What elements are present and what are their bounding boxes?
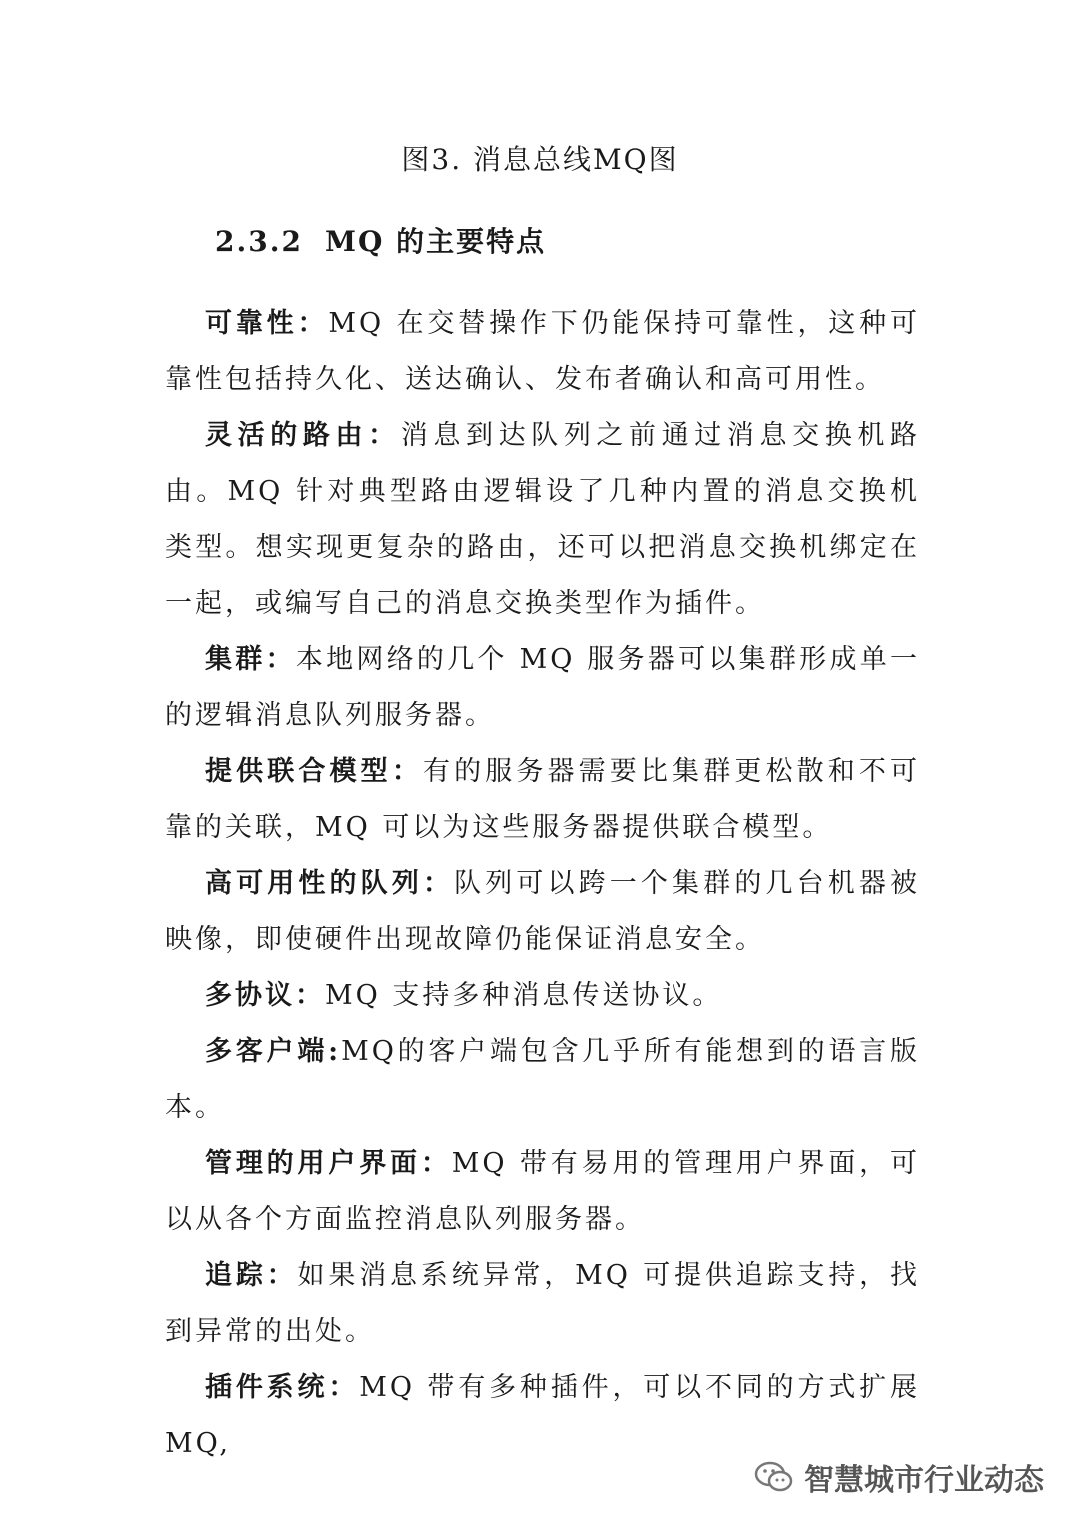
document-body bbox=[165, 296, 920, 1472]
term: 多协议： bbox=[205, 980, 325, 1011]
term: 多客户端: bbox=[205, 1036, 342, 1067]
paragraph-tracing bbox=[165, 1248, 920, 1360]
paragraph-cluster bbox=[165, 632, 920, 744]
paragraph-management-ui bbox=[165, 1136, 920, 1248]
term: 集群： bbox=[205, 644, 296, 675]
term: 追踪： bbox=[205, 1260, 298, 1291]
section-heading bbox=[215, 220, 546, 264]
paragraph-text: 消息到达队列之前通过消息交换机路由。MQ 针对典型路由逻辑设了几种内置的消息交换机类型。想实现更复杂的路由，还可以把消息交换机绑定在一起，或编写自己的消息交换类型作为插件。 bbox=[165, 420, 921, 619]
paragraph-text: MQ 带有多种插件，可以不同的方式扩展 MQ, bbox=[165, 1372, 920, 1459]
term: 提供联合模型： bbox=[205, 756, 423, 787]
paragraph-multi-protocol bbox=[165, 968, 920, 1024]
section-title: MQ 的主要特点 bbox=[324, 225, 547, 258]
paragraph-text: 如果消息系统异常，MQ 可提供追踪支持，找到异常的出处。 bbox=[165, 1260, 921, 1347]
paragraph-text: MQ 带有易用的管理用户界面，可以从各个方面监控消息队列服务器。 bbox=[165, 1148, 920, 1235]
paragraph-federation bbox=[165, 744, 920, 856]
watermark-text: 智慧城市行业动态 bbox=[804, 1463, 1044, 1498]
term: 灵活的路由： bbox=[205, 420, 401, 451]
paragraph-text: MQ 支持多种消息传送协议。 bbox=[325, 980, 723, 1011]
watermark bbox=[754, 1455, 1044, 1499]
paragraph-flexible-routing bbox=[165, 408, 920, 632]
paragraph-text: 本地网络的几个 MQ 服务器可以集群形成单一的逻辑消息队列服务器。 bbox=[165, 644, 920, 731]
term: 可靠性： bbox=[205, 308, 329, 339]
figure-caption: 图3. 消息总线MQ图 bbox=[401, 143, 679, 176]
paragraph-text: MQ的客户端包含几乎所有能想到的语言版本。 bbox=[165, 1036, 920, 1123]
term: 管理的用户界面： bbox=[205, 1148, 452, 1179]
section-number: 2.3.2 bbox=[215, 225, 303, 258]
term: 插件系统： bbox=[205, 1372, 360, 1403]
paragraph-reliability bbox=[165, 296, 920, 408]
wechat-icon bbox=[754, 1459, 794, 1495]
paragraph-text: MQ 在交替操作下仍能保持可靠性，这种可靠性包括持久化、送达确认、发布者确认和高可用性。 bbox=[165, 308, 920, 395]
paragraph-text: 有的服务器需要比集群更松散和不可靠的关联，MQ 可以为这些服务器提供联合模型。 bbox=[165, 756, 921, 843]
term: 高可用性的队列： bbox=[205, 868, 455, 899]
paragraph-ha-queue bbox=[165, 856, 920, 968]
paragraph-multi-client bbox=[165, 1024, 920, 1136]
paragraph-text: 队列可以跨一个集群的几台机器被映像，即使硬件出现故障仍能保证消息安全。 bbox=[165, 868, 921, 955]
